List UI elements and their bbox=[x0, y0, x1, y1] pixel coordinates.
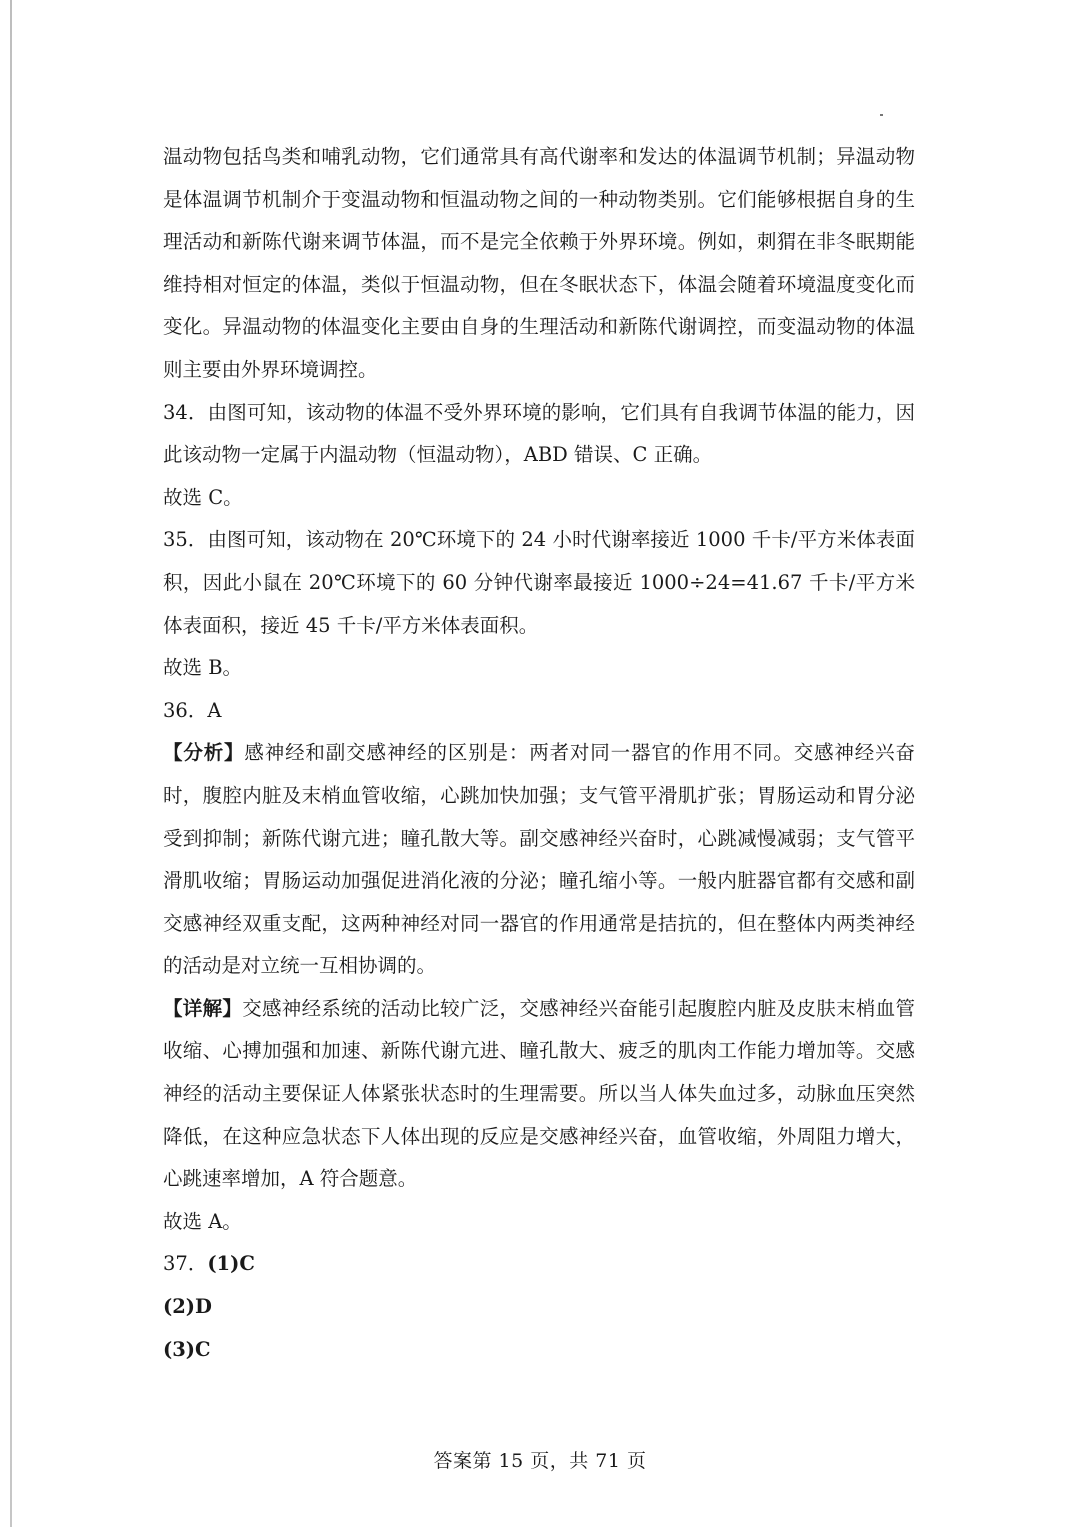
question-34-explanation: 34．由图可知，该动物的体温不受外界环境的影响，它们具有自我调节体温的能力，因此该动物一定属于内温动物（恒温动物），ABD 错误、C 正确。 bbox=[163, 400, 915, 467]
paragraph-thermoregulation-intro: 温动物包括鸟类和哺乳动物，它们通常具有高代谢率和发达的体温调节机制；异温动物是体温调节机制介于变温动物和恒温动物之间的一种动物类别。它们能够根据自身的生理活动和新陈代谢来调节体温，而不是完全依赖于外界环境。例如，刺猬在非冬眠期能维持相对恒定的体温，类似于恒温动物，但在冬眠状态下，体温会随着环境温度变化而变化。异温动物的体温变化主要由自身的生理活动和新陈代谢调控，而变温动物的体温则主要由外界环境调控。 bbox=[163, 145, 915, 381]
question-34-choice: 故选 C。 bbox=[163, 485, 243, 509]
page-footer: 答案第 15 页，共 71 页 bbox=[433, 1450, 647, 1472]
scan-speck bbox=[880, 114, 883, 116]
question-36-detail bbox=[163, 988, 915, 1201]
question-36-analysis bbox=[163, 732, 915, 988]
question-37-part-2 bbox=[163, 1286, 915, 1329]
question-36-answer: 36．A bbox=[163, 698, 222, 722]
scan-edge-line bbox=[10, 0, 12, 1527]
question-36-choice: 故选 A。 bbox=[163, 1209, 242, 1233]
answer-content bbox=[163, 136, 915, 1371]
question-37-answer-3: (3)C bbox=[163, 1337, 211, 1361]
analysis-tag: 【分析】 bbox=[163, 741, 245, 765]
question-35-explanation: 35．由图可知，该动物在 20℃环境下的 24 小时代谢率接近 1000 千卡/平方米体表面积，因此小鼠在 20℃环境下的 60 分钟代谢率最接近 1000÷24=41.67 千卡/平方米体表面积，接近 45 千卡/平方米体表面积。 bbox=[163, 528, 915, 637]
question-37-answer-2: (2)D bbox=[163, 1295, 212, 1319]
question-37-part-3 bbox=[163, 1329, 915, 1372]
question-35-choice: 故选 B。 bbox=[163, 656, 243, 680]
detail-tag: 【详解】 bbox=[163, 996, 243, 1020]
analysis-text: 感神经和副交感神经的区别是：两者对同一器官的作用不同。交感神经兴奋时，腹腔内脏及末梢血管收缩，心跳加快加强；支气管平滑肌扩张；胃肠运动和胃分泌受到抑制；新陈代谢亢进；瞳孔散大等。副交感神经兴奋时，心跳减慢减弱；支气管平滑肌收缩；胃肠运动加强促进消化液的分泌；瞳孔缩小等。一般内脏器官都有交感和副交感神经双重支配，这两种神经对同一器官的作用通常是拮抗的，但在整体内两类神经的活动是对立统一互相协调的。 bbox=[163, 741, 915, 978]
question-37-part-1 bbox=[163, 1243, 915, 1286]
question-37-answer-1: (1)C bbox=[207, 1252, 255, 1276]
detail-text: 交感神经系统的活动比较广泛，交感神经兴奋能引起腹腔内脏及皮肤末梢血管收缩、心搏加强和加速、新陈代谢亢进、瞳孔散大、疲乏的肌肉工作能力增加等。交感神经的活动主要保证人体紧张状态时的生理需要。所以当人体失血过多，动脉血压突然降低，在这种应急状态下人体出现的反应是交感神经兴奋，血管收缩，外周阻力增大，心跳速率增加，A 符合题意。 bbox=[163, 996, 915, 1191]
question-37-number: 37． bbox=[163, 1252, 208, 1276]
